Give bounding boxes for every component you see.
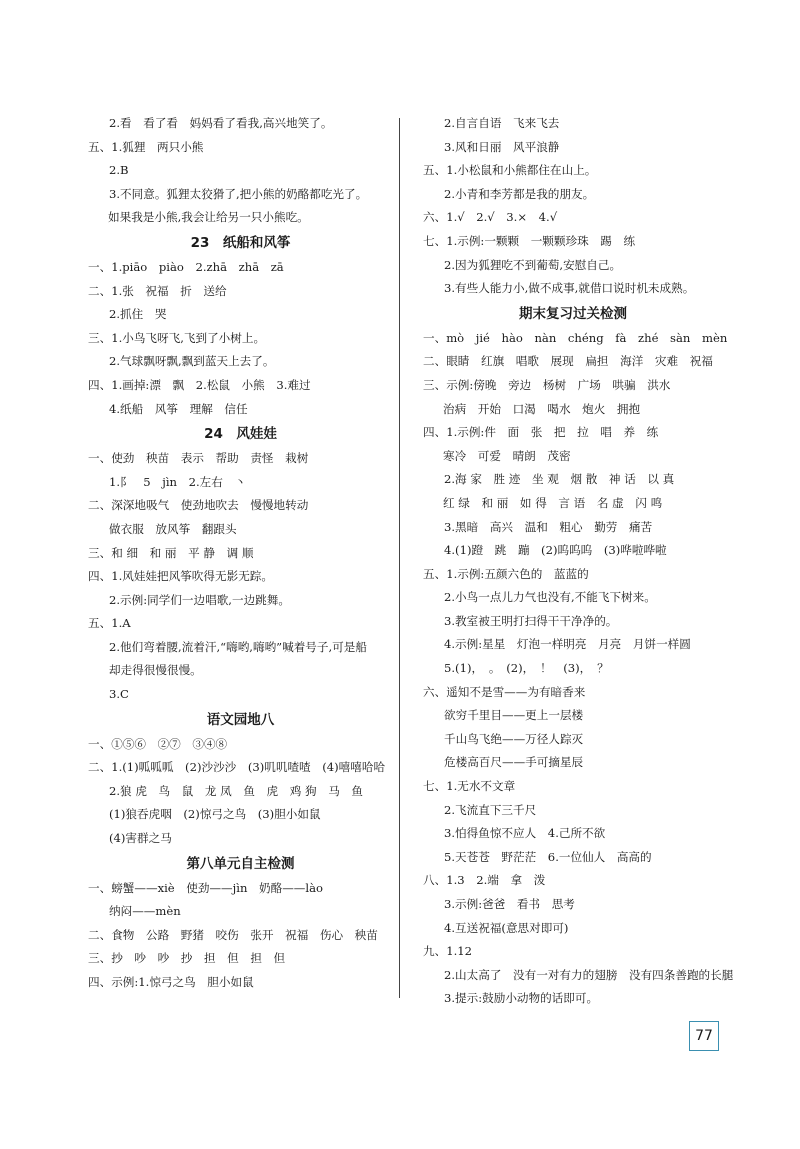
answer-line: 五、1.小松鼠和小熊都住在山上。 [423, 163, 597, 178]
answer-line: 2.狼 虎 鸟 鼠 龙 凤 鱼 虎 鸡 狗 马 鱼 [109, 783, 363, 798]
answer-line: 一、mò jié hào nàn chéng fà zhé sàn mèn [423, 330, 728, 345]
section-heading: 24 风娃娃 [204, 426, 277, 443]
answer-line: 3.C [109, 687, 129, 702]
answer-line: 纳闷——mèn [109, 904, 181, 919]
answer-line: 4.互送祝福(意思对即可) [444, 920, 569, 935]
answer-line: 欲穷千里目——更上一层楼 [444, 708, 584, 723]
answer-line: 七、1.示例:一颗颗 一颗颗珍珠 踢 练 [423, 233, 636, 248]
answer-line: 2.山太高了 没有一对有力的翅膀 没有四条善跑的长腿 [444, 967, 734, 982]
answer-line: 七、1.无水不文章 [423, 779, 516, 794]
answer-line: 2.自言自语 飞来飞去 [444, 116, 560, 130]
answer-line: 一、①⑤⑥ ②⑦ ③④⑧ [88, 736, 228, 751]
answer-line: 2.因为狐狸吃不到葡萄,安慰自己。 [444, 257, 622, 272]
answer-line: 三、1.小鸟飞呀飞,飞到了小树上。 [88, 330, 266, 345]
answer-line: 2.小青和李芳都是我的朋友。 [444, 186, 595, 201]
answer-line: 五、1.A [88, 616, 131, 631]
answer-line: 5.天苍苍 野茫茫 6.一位仙人 高高的 [444, 849, 652, 864]
answer-line: 一、使劲 秧苗 表示 帮助 责怪 栽树 [88, 451, 309, 466]
answer-line: 九、1.12 [423, 944, 473, 959]
answer-line: 三、示例:傍晚 旁边 杨树 广场 哄骗 洪水 [423, 377, 671, 392]
answer-line: 4.示例:星星 灯泡一样明亮 月亮 月饼一样圆 [444, 637, 691, 652]
answer-line: 3.不同意。狐狸太狡猾了,把小熊的奶酪都吃光了。 [109, 186, 368, 201]
answer-line: 一、1.piāo piào 2.zhā zhā zā [88, 259, 284, 274]
section-heading: 期末复习过关检测 [519, 305, 627, 322]
answer-line: 四、1.画掉:漂 飘 2.松鼠 小熊 3.难过 [88, 377, 311, 392]
section-heading: 语文园地八 [206, 711, 275, 728]
answer-line: 二、1.张 祝福 折 送给 [88, 283, 227, 298]
answer-line: 却走得很慢很慢。 [109, 663, 202, 678]
answer-line: 2.示例:同学们一边唱歌,一边跳舞。 [109, 592, 290, 607]
answer-line: 1.⻖ 5 jìn 2.左右 丶 [109, 474, 247, 489]
section-heading: 第八单元自主检测 [186, 855, 295, 872]
answer-line: 四、示例:1.惊弓之鸟 胆小如鼠 [88, 975, 254, 989]
answer-line: (4)害群之马 [109, 831, 172, 846]
answer-line: 2.B [109, 163, 129, 178]
answer-line: 2.小鸟一点儿力气也没有,不能飞下树来。 [444, 590, 656, 605]
answer-line: 五、1.示例:五颜六色的 蓝蓝的 [423, 566, 589, 581]
answer-line: 千山鸟飞绝——万径人踪灭 [444, 731, 584, 746]
section-heading: 23 纸船和风筝 [190, 234, 291, 251]
answer-line: 2.他们弯着腰,流着汗,“嗨哟,嗨哟”喊着号子,可是船 [109, 639, 367, 654]
answer-line: 四、1.示例:件 面 张 把 拉 唱 养 练 [423, 425, 659, 440]
answer-line: 5.(1)， 。 (2)， ！ (3)， ？ [444, 661, 609, 676]
answer-line: 3.提示:鼓励小动物的话即可。 [444, 991, 599, 1006]
answer-line: 二、深深地吸气 使劲地吹去 慢慢地转动 [88, 498, 309, 513]
answer-line: 二、食物 公路 野猪 咬伤 张开 祝福 伤心 秧苗 [88, 927, 378, 942]
answer-line: 红 绿 和 丽 如 得 言 语 名 虚 闪 鸣 [443, 495, 663, 510]
answer-line: 3.示例:爸爸 看书 思考 [444, 897, 575, 911]
answer-line: 2.抓住 哭 [109, 307, 167, 322]
answer-line: 3.风和日丽 风平浪静 [444, 139, 560, 154]
answer-line: 2.看 看了看 妈妈看了看我,高兴地笑了。 [109, 116, 333, 130]
answer-line: 治病 开始 口渴 喝水 炮火 拥抱 [443, 401, 641, 416]
answer-line: 四、1.风娃娃把风筝吹得无影无踪。 [88, 569, 273, 584]
answer-line: 如果我是小熊,我会让给另一只小熊吃。 [108, 210, 309, 225]
answer-line: 一、螃蟹——xiè 使劲——jìn 奶酪——lào [88, 880, 323, 895]
answer-line: 4.纸船 风筝 理解 信任 [109, 401, 248, 416]
page-number: 77 [689, 1021, 719, 1051]
answer-line: 做衣服 放风筝 翻跟头 [109, 521, 237, 536]
left-column [88, 112, 393, 995]
answer-line: 三、和 细 和 丽 平 静 调 顺 [88, 545, 254, 560]
answer-line: 八、1.3 2.端 拿 泼 [423, 873, 546, 888]
answer-line: 3.黑暗 高兴 温和 粗心 勤劳 痛苦 [444, 519, 653, 534]
answer-line: 2.海 家 胜 迹 坐 观 烟 散 神 话 以 真 [444, 472, 675, 487]
answer-line: 3.有些人能力小,做不成事,就借口说时机未成熟。 [444, 281, 695, 296]
answer-line: (1)狼吞虎咽 (2)惊弓之鸟 (3)胆小如鼠 [109, 807, 321, 822]
answer-line: 三、抄 吵 吵 抄 担 但 担 但 [88, 951, 286, 966]
right-column [423, 112, 734, 1011]
answer-line: 六、1.√ 2.√ 3.× 4.√ [423, 210, 558, 225]
answer-line: 二、眼睛 红旗 唱歌 展现 扁担 海洋 灾难 祝福 [423, 354, 713, 369]
answer-line: 2.飞流直下三千尺 [444, 802, 537, 817]
answer-line: 2.气球飘呀飘,飘到蓝天上去了。 [109, 354, 275, 369]
answer-line: 五、1.狐狸 两只小熊 [88, 139, 204, 154]
answer-line: 3.教室被王明打扫得干干净净的。 [444, 613, 618, 628]
answer-line: 危楼高百尺——手可摘星辰 [444, 755, 584, 770]
answer-line: 3.怕得鱼惊不应人 4.己所不欲 [444, 826, 606, 841]
answer-line: 4.(1)蹬 跳 蹦 (2)呜呜呜 (3)哗啦哗啦 [444, 543, 667, 558]
column-divider [399, 118, 400, 998]
answer-line: 二、1.(1)呱呱呱 (2)沙沙沙 (3)叽叽喳喳 (4)嘻嘻哈哈 [88, 760, 386, 775]
answer-line: 六、遥知不是雪——为有暗香来 [423, 684, 586, 699]
answer-line: 寒冷 可爱 晴朗 茂密 [443, 448, 571, 463]
